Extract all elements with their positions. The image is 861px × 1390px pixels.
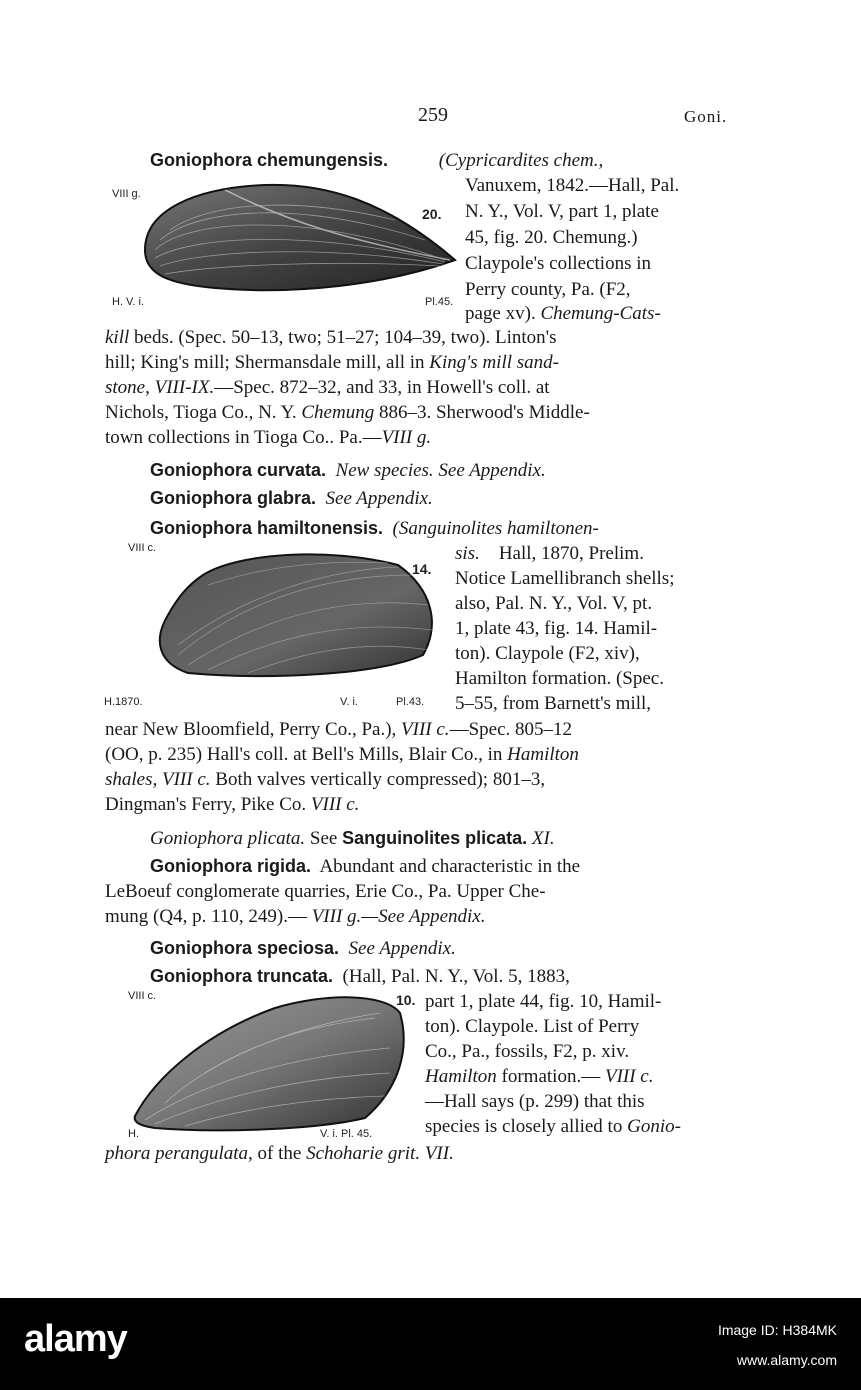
alamy-logo: alamy: [24, 1318, 127, 1360]
figure-plate-label: VIII c.: [128, 542, 157, 554]
figure-source-label: H.: [128, 1128, 139, 1140]
shell-figure-hamiltonensis: [148, 545, 443, 685]
entry-speciosa: Goniophora speciosa. See Appendix.: [150, 938, 456, 959]
species-name: Goniophora chemungensis.: [150, 150, 389, 170]
figure-source-label: H.1870.: [104, 696, 143, 708]
figure-volume-label: V. i.: [340, 696, 358, 708]
entry-plicata: Goniophora plicata. See Sanguinolites plicata. XI.: [150, 828, 555, 849]
figure-number: 10.: [396, 992, 416, 1008]
figure-number: 14.: [412, 561, 432, 577]
shell-figure-truncata: [125, 988, 415, 1140]
figure-source-label: H. V. i.: [112, 296, 144, 308]
figure-plate-number: Pl.43.: [396, 696, 425, 708]
stock-footer: [0, 1298, 861, 1390]
page-number: 259: [418, 104, 448, 126]
figure-plate-number: V. i. Pl. 45.: [320, 1128, 373, 1140]
entry-glabra: Goniophora glabra. See Appendix.: [150, 488, 433, 509]
shell-figure-chemungensis: [125, 180, 465, 310]
entry-rigida: Goniophora rigida. Abundant and characteristic in the: [150, 856, 581, 877]
figure-plate-number: Pl.45.: [425, 296, 454, 308]
entry-chemungensis: Goniophora chemungensis. (Cypricardites chem.,: [150, 150, 604, 171]
site-url: www.alamy.com: [736, 1352, 837, 1368]
entry-truncata: Goniophora truncata. (Hall, Pal. N. Y., Vol. 5, 1883,: [150, 966, 570, 987]
figure-number: 20.: [422, 206, 442, 222]
figure-plate-label: VIII g.: [112, 188, 141, 200]
running-head: Goni.: [684, 107, 728, 126]
image-id: Image ID: H384MK: [717, 1322, 837, 1338]
figure-plate-label: VIII c.: [128, 990, 157, 1002]
entry-curvata: Goniophora curvata. New species. See Appendix.: [150, 460, 546, 481]
entry-hamiltonensis: Goniophora hamiltonensis. (Sanguinolites hamiltonen-: [150, 518, 599, 539]
